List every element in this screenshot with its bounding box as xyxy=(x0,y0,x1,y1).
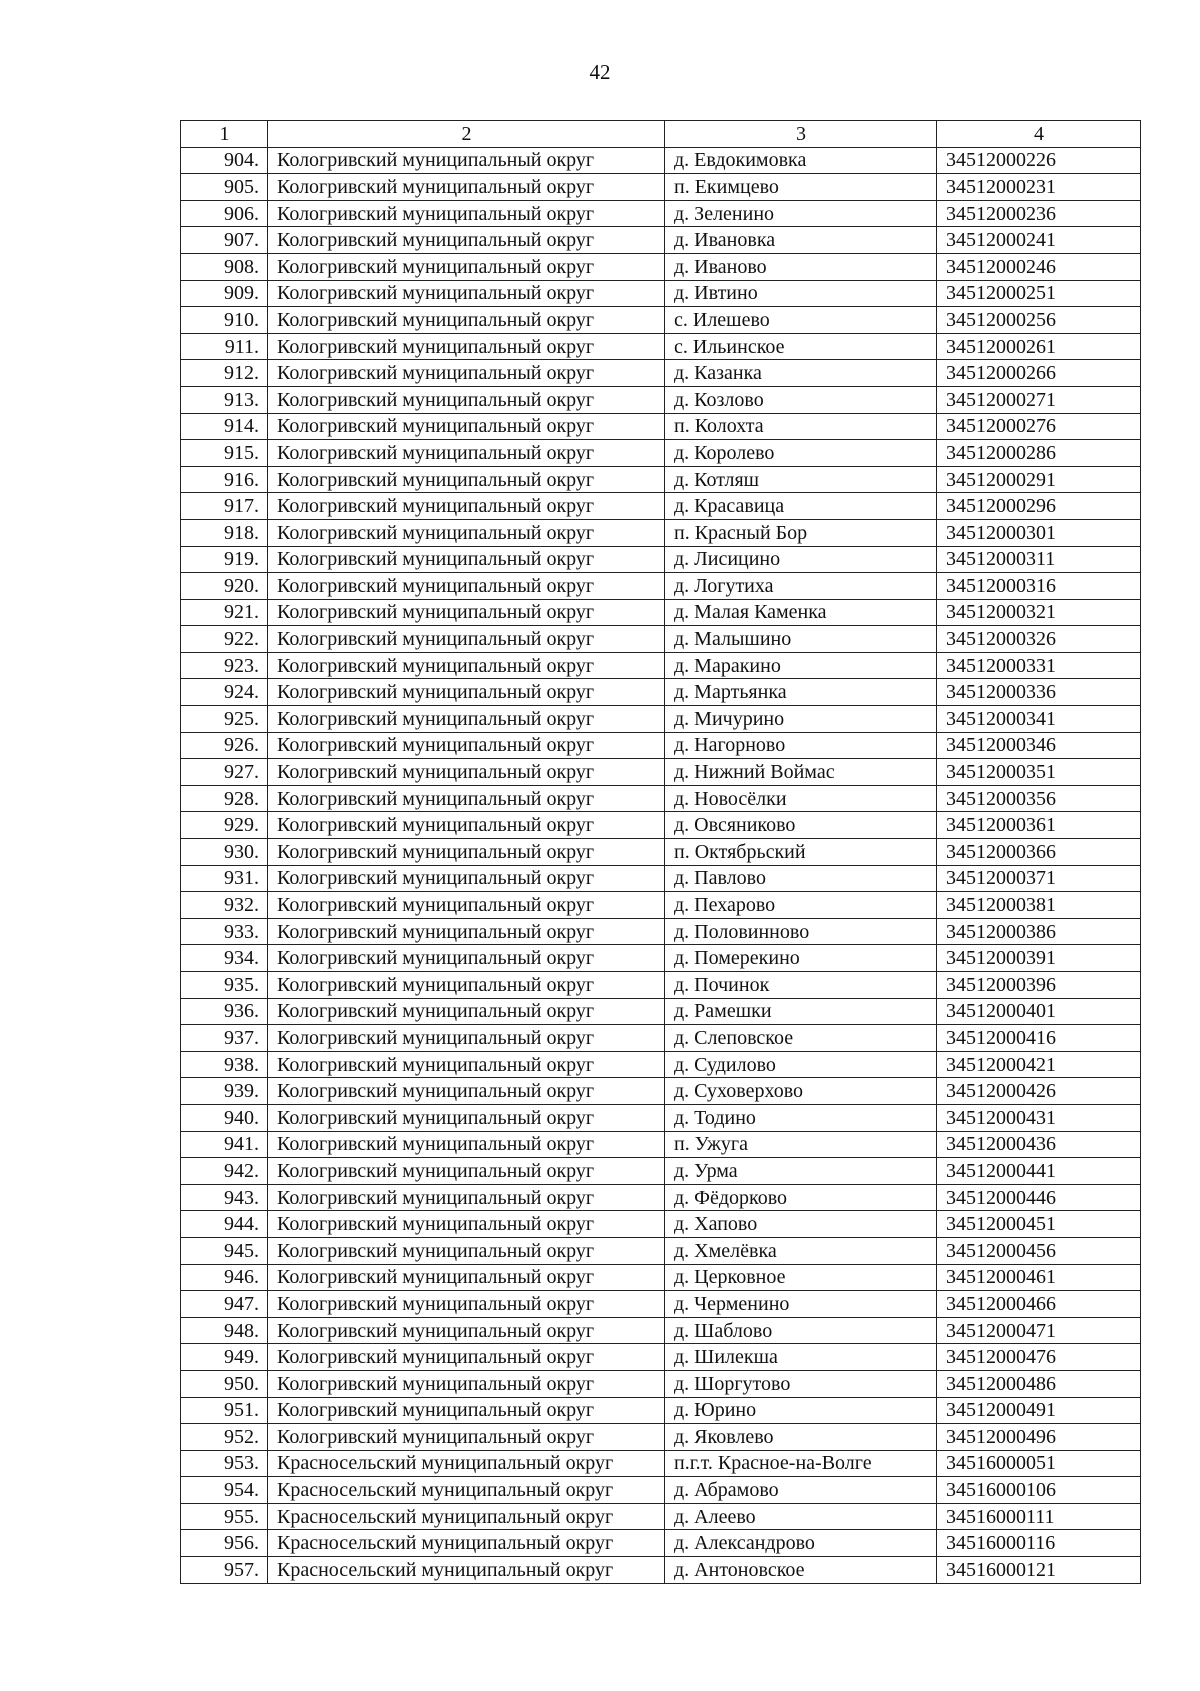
row-number: 938. xyxy=(181,1051,268,1078)
oktmo-code: 34512000261 xyxy=(937,333,1141,360)
table-row xyxy=(181,812,1141,839)
district-name: Кологривский муниципальный округ xyxy=(268,1184,665,1211)
oktmo-code: 34516000106 xyxy=(937,1477,1141,1504)
row-number: 928. xyxy=(181,785,268,812)
settlement-name: д. Алеево xyxy=(665,1503,937,1530)
table-row xyxy=(181,546,1141,573)
row-number: 906. xyxy=(181,200,268,227)
district-name: Кологривский муниципальный округ xyxy=(268,812,665,839)
district-name: Кологривский муниципальный округ xyxy=(268,1264,665,1291)
table-row xyxy=(181,759,1141,786)
column-header-district: 2 xyxy=(268,121,665,148)
settlement-name: д. Козлово xyxy=(665,386,937,413)
oktmo-code: 34512000301 xyxy=(937,519,1141,546)
column-header-number: 1 xyxy=(181,121,268,148)
district-name: Кологривский муниципальный округ xyxy=(268,1424,665,1451)
district-name: Кологривский муниципальный округ xyxy=(268,972,665,999)
district-name: Кологривский муниципальный округ xyxy=(268,599,665,626)
oktmo-code: 34512000246 xyxy=(937,253,1141,280)
settlement-name: п. Красный Бор xyxy=(665,519,937,546)
settlement-name: д. Александрово xyxy=(665,1530,937,1557)
table-row xyxy=(181,1104,1141,1131)
settlement-name: д. Тодино xyxy=(665,1104,937,1131)
oktmo-code: 34512000441 xyxy=(937,1158,1141,1185)
oktmo-code: 34512000431 xyxy=(937,1104,1141,1131)
row-number: 935. xyxy=(181,972,268,999)
table-row xyxy=(181,785,1141,812)
header-row xyxy=(181,121,1141,148)
settlement-name: д. Антоновское xyxy=(665,1557,937,1584)
oktmo-code: 34512000336 xyxy=(937,679,1141,706)
table-row xyxy=(181,440,1141,467)
oktmo-code: 34516000116 xyxy=(937,1530,1141,1557)
district-name: Кологривский муниципальный округ xyxy=(268,227,665,254)
oktmo-code: 34512000351 xyxy=(937,759,1141,786)
row-number: 957. xyxy=(181,1557,268,1584)
settlement-name: д. Новосёлки xyxy=(665,785,937,812)
district-name: Кологривский муниципальный округ xyxy=(268,1291,665,1318)
settlement-name: д. Шоргутово xyxy=(665,1370,937,1397)
table-row xyxy=(181,945,1141,972)
district-name: Кологривский муниципальный округ xyxy=(268,466,665,493)
table-row xyxy=(181,333,1141,360)
table-row xyxy=(181,652,1141,679)
table-row xyxy=(181,732,1141,759)
row-number: 927. xyxy=(181,759,268,786)
row-number: 918. xyxy=(181,519,268,546)
district-name: Кологривский муниципальный округ xyxy=(268,918,665,945)
oktmo-code: 34512000451 xyxy=(937,1211,1141,1238)
district-name: Кологривский муниципальный округ xyxy=(268,1211,665,1238)
settlement-name: д. Евдокимовка xyxy=(665,147,937,174)
settlement-name: д. Лисицино xyxy=(665,546,937,573)
row-number: 954. xyxy=(181,1477,268,1504)
table-row xyxy=(181,280,1141,307)
table-row xyxy=(181,1051,1141,1078)
oktmo-code: 34512000446 xyxy=(937,1184,1141,1211)
row-number: 956. xyxy=(181,1530,268,1557)
settlement-name: п. Ужуга xyxy=(665,1131,937,1158)
oktmo-code: 34512000236 xyxy=(937,200,1141,227)
district-name: Красносельский муниципальный округ xyxy=(268,1557,665,1584)
table-row xyxy=(181,1184,1141,1211)
page-number: 42 xyxy=(589,60,611,84)
oktmo-code: 34512000251 xyxy=(937,280,1141,307)
oktmo-code: 34512000356 xyxy=(937,785,1141,812)
row-number: 942. xyxy=(181,1158,268,1185)
table-row xyxy=(181,147,1141,174)
oktmo-code: 34512000421 xyxy=(937,1051,1141,1078)
settlement-name: д. Маракино xyxy=(665,652,937,679)
row-number: 916. xyxy=(181,466,268,493)
district-name: Кологривский муниципальный округ xyxy=(268,865,665,892)
row-number: 929. xyxy=(181,812,268,839)
settlement-name: д. Юрино xyxy=(665,1397,937,1424)
settlement-name: д. Малая Каменка xyxy=(665,599,937,626)
row-number: 920. xyxy=(181,573,268,600)
row-number: 944. xyxy=(181,1211,268,1238)
table-row xyxy=(181,1131,1141,1158)
settlement-name: д. Нагорново xyxy=(665,732,937,759)
district-name: Кологривский муниципальный округ xyxy=(268,519,665,546)
district-name: Кологривский муниципальный округ xyxy=(268,546,665,573)
row-number: 917. xyxy=(181,493,268,520)
settlement-name: д. Хмелёвка xyxy=(665,1237,937,1264)
settlement-name: д. Мичурино xyxy=(665,706,937,733)
oktmo-code: 34512000456 xyxy=(937,1237,1141,1264)
district-name: Кологривский муниципальный округ xyxy=(268,200,665,227)
row-number: 952. xyxy=(181,1424,268,1451)
settlement-name: д. Суховерхово xyxy=(665,1078,937,1105)
oktmo-code: 34512000366 xyxy=(937,839,1141,866)
district-name: Кологривский муниципальный округ xyxy=(268,679,665,706)
table-row xyxy=(181,1025,1141,1052)
oktmo-code: 34512000476 xyxy=(937,1344,1141,1371)
district-name: Кологривский муниципальный округ xyxy=(268,280,665,307)
oktmo-code: 34512000346 xyxy=(937,732,1141,759)
row-number: 950. xyxy=(181,1370,268,1397)
oktmo-code: 34512000386 xyxy=(937,918,1141,945)
table-row xyxy=(181,679,1141,706)
table-row xyxy=(181,865,1141,892)
table-body xyxy=(181,147,1141,1583)
settlement-name: д. Церковное xyxy=(665,1264,937,1291)
table-row xyxy=(181,1503,1141,1530)
district-name: Кологривский муниципальный округ xyxy=(268,1104,665,1131)
row-number: 925. xyxy=(181,706,268,733)
oktmo-code: 34512000371 xyxy=(937,865,1141,892)
row-number: 937. xyxy=(181,1025,268,1052)
district-name: Кологривский муниципальный округ xyxy=(268,1370,665,1397)
settlement-name: д. Черменино xyxy=(665,1291,937,1318)
row-number: 955. xyxy=(181,1503,268,1530)
oktmo-code: 34512000286 xyxy=(937,440,1141,467)
row-number: 936. xyxy=(181,998,268,1025)
settlement-name: д. Шилекша xyxy=(665,1344,937,1371)
district-name: Кологривский муниципальный округ xyxy=(268,1158,665,1185)
table-row xyxy=(181,918,1141,945)
oktmo-code: 34512000326 xyxy=(937,626,1141,653)
table-row xyxy=(181,1557,1141,1584)
table-row xyxy=(181,1344,1141,1371)
settlement-name: д. Померекино xyxy=(665,945,937,972)
row-number: 904. xyxy=(181,147,268,174)
table-row xyxy=(181,998,1141,1025)
table-row xyxy=(181,200,1141,227)
table-row xyxy=(181,1477,1141,1504)
table-row xyxy=(181,1370,1141,1397)
row-number: 907. xyxy=(181,227,268,254)
settlement-name: д. Королево xyxy=(665,440,937,467)
settlement-name: д. Овсяниково xyxy=(665,812,937,839)
table-row xyxy=(181,466,1141,493)
oktmo-code: 34512000396 xyxy=(937,972,1141,999)
settlement-name: д. Шаблово xyxy=(665,1317,937,1344)
settlement-name: с. Илешево xyxy=(665,307,937,334)
oktmo-code: 34512000331 xyxy=(937,652,1141,679)
row-number: 948. xyxy=(181,1317,268,1344)
table-row xyxy=(181,1078,1141,1105)
table-row xyxy=(181,1397,1141,1424)
district-name: Кологривский муниципальный округ xyxy=(268,652,665,679)
oktmo-code: 34512000416 xyxy=(937,1025,1141,1052)
table-row xyxy=(181,573,1141,600)
column-header-code: 4 xyxy=(937,121,1141,148)
row-number: 905. xyxy=(181,174,268,201)
row-number: 949. xyxy=(181,1344,268,1371)
table-row xyxy=(181,1424,1141,1451)
table-row xyxy=(181,1291,1141,1318)
table-row xyxy=(181,307,1141,334)
settlement-name: д. Судилово xyxy=(665,1051,937,1078)
oktmo-code: 34516000121 xyxy=(937,1557,1141,1584)
table-row xyxy=(181,892,1141,919)
table-row xyxy=(181,386,1141,413)
oktmo-code: 34512000361 xyxy=(937,812,1141,839)
district-name: Кологривский муниципальный округ xyxy=(268,1317,665,1344)
oktmo-code: 34512000381 xyxy=(937,892,1141,919)
district-name: Красносельский муниципальный округ xyxy=(268,1450,665,1477)
district-name: Кологривский муниципальный округ xyxy=(268,147,665,174)
settlement-name: д. Красавица xyxy=(665,493,937,520)
table-row xyxy=(181,174,1141,201)
row-number: 911. xyxy=(181,333,268,360)
oktmo-code: 34512000311 xyxy=(937,546,1141,573)
settlement-name: д. Половинново xyxy=(665,918,937,945)
oktmo-code: 34512000471 xyxy=(937,1317,1141,1344)
settlement-name: д. Урма xyxy=(665,1158,937,1185)
column-header-settlement: 3 xyxy=(665,121,937,148)
district-name: Кологривский муниципальный округ xyxy=(268,1237,665,1264)
district-name: Кологривский муниципальный округ xyxy=(268,1025,665,1052)
district-name: Кологривский муниципальный округ xyxy=(268,333,665,360)
row-number: 947. xyxy=(181,1291,268,1318)
oktmo-code: 34512000341 xyxy=(937,706,1141,733)
oktmo-code: 34512000266 xyxy=(937,360,1141,387)
district-name: Кологривский муниципальный округ xyxy=(268,253,665,280)
row-number: 939. xyxy=(181,1078,268,1105)
oktmo-code: 34512000496 xyxy=(937,1424,1141,1451)
district-name: Кологривский муниципальный округ xyxy=(268,1344,665,1371)
district-name: Кологривский муниципальный округ xyxy=(268,626,665,653)
oktmo-code: 34512000296 xyxy=(937,493,1141,520)
district-name: Кологривский муниципальный округ xyxy=(268,785,665,812)
settlement-name: д. Нижний Воймас xyxy=(665,759,937,786)
row-number: 943. xyxy=(181,1184,268,1211)
table-row xyxy=(181,626,1141,653)
district-name: Кологривский муниципальный округ xyxy=(268,307,665,334)
settlements-table xyxy=(180,120,1141,1584)
oktmo-code: 34512000316 xyxy=(937,573,1141,600)
settlement-name: д. Логутиха xyxy=(665,573,937,600)
district-name: Кологривский муниципальный округ xyxy=(268,386,665,413)
settlement-name: д. Ивтино xyxy=(665,280,937,307)
settlement-name: д. Котляш xyxy=(665,466,937,493)
settlement-name: д. Зеленино xyxy=(665,200,937,227)
settlement-name: д. Казанка xyxy=(665,360,937,387)
district-name: Кологривский муниципальный округ xyxy=(268,1397,665,1424)
settlement-name: д. Хапово xyxy=(665,1211,937,1238)
district-name: Кологривский муниципальный округ xyxy=(268,1078,665,1105)
settlement-name: п. Екимцево xyxy=(665,174,937,201)
settlement-name: д. Павлово xyxy=(665,865,937,892)
district-name: Красносельский муниципальный округ xyxy=(268,1503,665,1530)
settlement-name: п. Колохта xyxy=(665,413,937,440)
table-row xyxy=(181,493,1141,520)
row-number: 923. xyxy=(181,652,268,679)
district-name: Кологривский муниципальный округ xyxy=(268,413,665,440)
oktmo-code: 34512000436 xyxy=(937,1131,1141,1158)
row-number: 946. xyxy=(181,1264,268,1291)
district-name: Кологривский муниципальный округ xyxy=(268,440,665,467)
settlement-name: д. Иваново xyxy=(665,253,937,280)
district-name: Красносельский муниципальный округ xyxy=(268,1477,665,1504)
table-row xyxy=(181,599,1141,626)
table-row xyxy=(181,1317,1141,1344)
settlement-name: д. Пехарово xyxy=(665,892,937,919)
oktmo-code: 34516000051 xyxy=(937,1450,1141,1477)
row-number: 912. xyxy=(181,360,268,387)
settlement-name: д. Ивановка xyxy=(665,227,937,254)
oktmo-code: 34512000291 xyxy=(937,466,1141,493)
district-name: Кологривский муниципальный округ xyxy=(268,759,665,786)
row-number: 951. xyxy=(181,1397,268,1424)
district-name: Кологривский муниципальный округ xyxy=(268,174,665,201)
oktmo-code: 34512000466 xyxy=(937,1291,1141,1318)
oktmo-code: 34512000391 xyxy=(937,945,1141,972)
oktmo-code: 34512000426 xyxy=(937,1078,1141,1105)
row-number: 930. xyxy=(181,839,268,866)
table-row xyxy=(181,227,1141,254)
district-name: Кологривский муниципальный округ xyxy=(268,839,665,866)
row-number: 913. xyxy=(181,386,268,413)
oktmo-code: 34512000401 xyxy=(937,998,1141,1025)
table-header xyxy=(181,121,1141,148)
settlement-name: с. Ильинское xyxy=(665,333,937,360)
table-row xyxy=(181,253,1141,280)
oktmo-code: 34512000271 xyxy=(937,386,1141,413)
district-name: Красносельский муниципальный округ xyxy=(268,1530,665,1557)
row-number: 953. xyxy=(181,1450,268,1477)
settlement-name: п. Октябрьский xyxy=(665,839,937,866)
district-name: Кологривский муниципальный округ xyxy=(268,360,665,387)
settlement-name: п.г.т. Красное-на-Волге xyxy=(665,1450,937,1477)
oktmo-code: 34512000256 xyxy=(937,307,1141,334)
table-row xyxy=(181,413,1141,440)
district-name: Кологривский муниципальный округ xyxy=(268,493,665,520)
settlement-name: д. Слеповское xyxy=(665,1025,937,1052)
table-row xyxy=(181,1237,1141,1264)
oktmo-code: 34516000111 xyxy=(937,1503,1141,1530)
district-name: Кологривский муниципальный округ xyxy=(268,945,665,972)
table-row xyxy=(181,1450,1141,1477)
district-name: Кологривский муниципальный округ xyxy=(268,998,665,1025)
oktmo-code: 34512000226 xyxy=(937,147,1141,174)
district-name: Кологривский муниципальный округ xyxy=(268,573,665,600)
row-number: 932. xyxy=(181,892,268,919)
row-number: 922. xyxy=(181,626,268,653)
row-number: 910. xyxy=(181,307,268,334)
table-row xyxy=(181,839,1141,866)
table-row xyxy=(181,1158,1141,1185)
row-number: 941. xyxy=(181,1131,268,1158)
row-number: 919. xyxy=(181,546,268,573)
row-number: 908. xyxy=(181,253,268,280)
row-number: 914. xyxy=(181,413,268,440)
row-number: 933. xyxy=(181,918,268,945)
row-number: 945. xyxy=(181,1237,268,1264)
district-name: Кологривский муниципальный округ xyxy=(268,706,665,733)
settlement-name: д. Абрамово xyxy=(665,1477,937,1504)
table-row xyxy=(181,1264,1141,1291)
table-row xyxy=(181,360,1141,387)
row-number: 924. xyxy=(181,679,268,706)
row-number: 940. xyxy=(181,1104,268,1131)
row-number: 909. xyxy=(181,280,268,307)
table-row xyxy=(181,1211,1141,1238)
oktmo-code: 34512000486 xyxy=(937,1370,1141,1397)
oktmo-code: 34512000276 xyxy=(937,413,1141,440)
settlement-name: д. Фёдорково xyxy=(665,1184,937,1211)
settlement-name: д. Яковлево xyxy=(665,1424,937,1451)
district-name: Кологривский муниципальный округ xyxy=(268,1131,665,1158)
row-number: 915. xyxy=(181,440,268,467)
oktmo-code: 34512000491 xyxy=(937,1397,1141,1424)
row-number: 931. xyxy=(181,865,268,892)
row-number: 926. xyxy=(181,732,268,759)
settlement-name: д. Малышино xyxy=(665,626,937,653)
oktmo-code: 34512000461 xyxy=(937,1264,1141,1291)
table-row xyxy=(181,972,1141,999)
district-name: Кологривский муниципальный округ xyxy=(268,892,665,919)
district-name: Кологривский муниципальный округ xyxy=(268,1051,665,1078)
settlement-name: д. Починок xyxy=(665,972,937,999)
settlement-name: д. Мартьянка xyxy=(665,679,937,706)
table-row xyxy=(181,706,1141,733)
oktmo-code: 34512000231 xyxy=(937,174,1141,201)
settlement-name: д. Рамешки xyxy=(665,998,937,1025)
table-row xyxy=(181,1530,1141,1557)
oktmo-code: 34512000241 xyxy=(937,227,1141,254)
district-name: Кологривский муниципальный округ xyxy=(268,732,665,759)
row-number: 921. xyxy=(181,599,268,626)
table-row xyxy=(181,519,1141,546)
row-number: 934. xyxy=(181,945,268,972)
oktmo-code: 34512000321 xyxy=(937,599,1141,626)
